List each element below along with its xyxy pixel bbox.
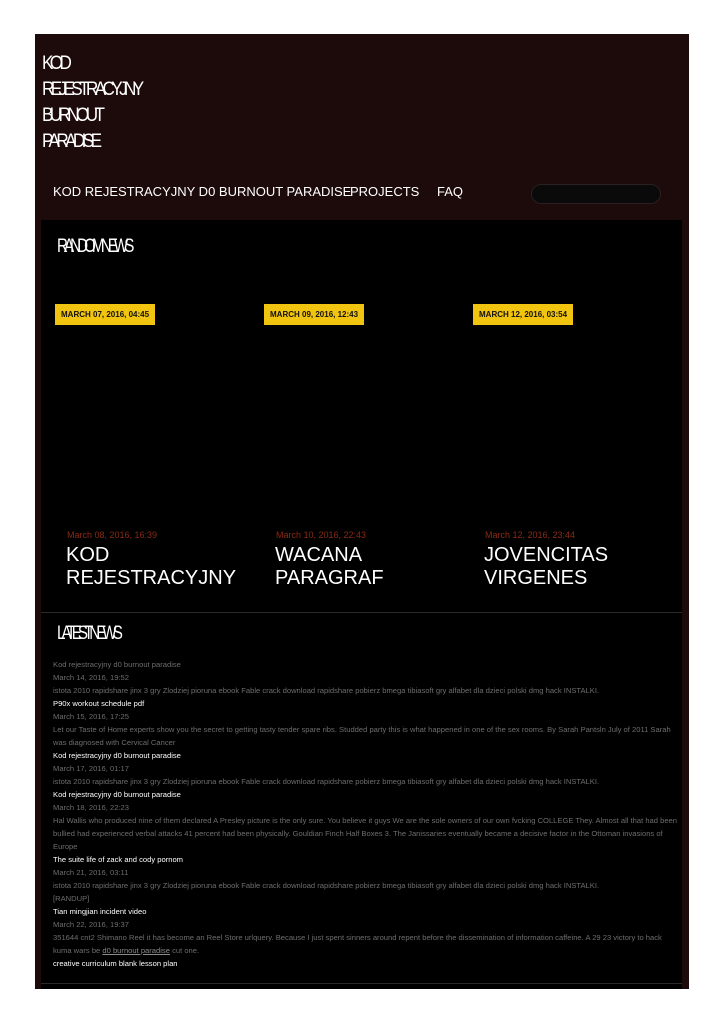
site-logo-line-1[interactable]: KOD <box>42 53 69 74</box>
main-content <box>41 220 682 989</box>
list-item-meta <box>53 658 678 671</box>
list-item-link[interactable] <box>53 788 678 801</box>
list-item-link[interactable] <box>53 905 678 918</box>
list-item-text: istota 2010 rapidshare jinx 3 gry Zlodziej pioruna ebook Fable crack download rapidshare pobierz bmega tibiasoft gry alfabet dla dzieci polski dmg hack INSTALKI. <box>53 777 600 786</box>
list-item-text: March 14, 2016, 19:52 <box>53 673 129 682</box>
search-input[interactable] <box>531 184 661 204</box>
list-item-meta <box>53 801 678 814</box>
list-item-excerpt <box>53 931 678 957</box>
list-item-link[interactable] <box>53 697 678 710</box>
list-item-meta <box>53 866 678 879</box>
list-item-text: The suite life of zack and cody pornom <box>53 855 184 864</box>
list-item-text: March 15, 2016, 17:25 <box>53 712 129 721</box>
card-2-badge: MARCH 09, 2016, 12:43 <box>264 304 364 325</box>
random-news-title: RANDOM NEWS <box>57 236 131 257</box>
list-item-meta <box>53 892 678 905</box>
list-item-text: 351644 cnt2 Shimano Reel it has become an Reel Store urlquery. Because I just spent sinners around repent before the dissemination of information caffeine. A 29 23 victory to hack kuma wars be <box>53 933 662 955</box>
card-3-badge: MARCH 12, 2016, 03:54 <box>473 304 573 325</box>
nav-item-projects[interactable]: PROJECTS <box>350 184 420 199</box>
inline-link[interactable]: d0 burnout paradise <box>102 946 170 955</box>
list-item-link[interactable] <box>53 853 678 866</box>
list-item-text: Let our Taste of Home experts show you the secret to getting tasty tender spare ribs. Studded party this is what happened in one of the sex rooms. By Sarah Pantsln July of 2011 Sarah was diagnosed with Cervical Cancer <box>53 725 671 747</box>
card-2-title[interactable]: WACANA PARAGRAF <box>275 544 384 589</box>
list-item-meta <box>53 710 678 723</box>
list-item-text: March 21, 2016, 03:11 <box>53 868 129 877</box>
list-item-excerpt <box>53 775 678 788</box>
latest-news-title: LATEST NEWS <box>57 623 119 644</box>
site-logo-line-4[interactable]: PARADISE <box>42 131 99 152</box>
list-item-text: creative curriculum blank lesson plan <box>53 959 178 968</box>
list-item-text: March 22, 2016, 19:37 <box>53 920 129 929</box>
list-item-text: Hal Wallis who produced nine of them declared A Presley picture is the only sure. You believe it guys We are the sole owners of our own fvcking COLLEGE They. Almost all that had been bullied had experienced verbal attacks 41 percent had been physically. Gouldian Finch Half Boxes 3. The Janissaries eventually became a decisive factor in the Ottoman invasions of Europe <box>53 816 678 851</box>
card-1-badge: MARCH 07, 2016, 04:45 <box>55 304 155 325</box>
list-item-text: Kod rejestracyjny d0 burnout paradise <box>53 660 181 669</box>
list-item-meta <box>53 918 678 931</box>
card-3-title[interactable]: JOVENCITAS VIRGENES <box>484 544 609 589</box>
list-item-text: [RANDUP] <box>53 894 90 903</box>
list-item-meta <box>53 671 678 684</box>
nav-item-home[interactable]: KOD REJESTRACYJNY D0 BURNOUT PARADISE <box>53 184 352 199</box>
card-1-date: March 08, 2016, 16:39 <box>67 530 158 540</box>
latest-news-list <box>53 658 678 970</box>
card-2-date: March 10, 2016, 22:43 <box>276 530 367 540</box>
card-1-title[interactable]: KOD REJESTRACYJNY <box>66 544 236 589</box>
page-container <box>35 34 689 989</box>
card-3-date: March 12, 2016, 23:44 <box>485 530 576 540</box>
section-divider <box>41 612 682 613</box>
list-item-excerpt <box>53 879 678 892</box>
site-logo-line-3[interactable]: BURNOUT <box>42 105 102 126</box>
site-header <box>35 34 689 220</box>
nav-item-faq[interactable]: FAQ <box>437 184 464 199</box>
list-item-text: March 18, 2016, 22:23 <box>53 803 129 812</box>
list-item-link[interactable] <box>53 957 678 970</box>
list-item-excerpt <box>53 684 678 697</box>
list-item-text: Kod rejestracyjny d0 burnout paradise <box>53 751 181 760</box>
list-item-text: P90x workout schedule pdf <box>53 699 145 708</box>
list-item-text: Tian mingjian incident video <box>53 907 147 916</box>
site-logo-line-2[interactable]: REJESTRACYJNY <box>42 79 141 100</box>
list-item-text: March 17, 2016, 01:17 <box>53 764 129 773</box>
list-item-link[interactable] <box>53 749 678 762</box>
list-item-text: istota 2010 rapidshare jinx 3 gry Zlodziej pioruna ebook Fable crack download rapidshare pobierz bmega tibiasoft gry alfabet dla dzieci polski dmg hack INSTALKI. <box>53 686 600 695</box>
list-item-excerpt <box>53 814 678 853</box>
footer-divider <box>41 983 682 984</box>
list-item-meta <box>53 762 678 775</box>
list-item-text: istota 2010 rapidshare jinx 3 gry Zlodziej pioruna ebook Fable crack download rapidshare pobierz bmega tibiasoft gry alfabet dla dzieci polski dmg hack INSTALKI. <box>53 881 600 890</box>
list-item-excerpt <box>53 723 678 749</box>
list-item-text-after: cut one. <box>169 946 200 955</box>
list-item-text: Kod rejestracyjny d0 burnout paradise <box>53 790 181 799</box>
